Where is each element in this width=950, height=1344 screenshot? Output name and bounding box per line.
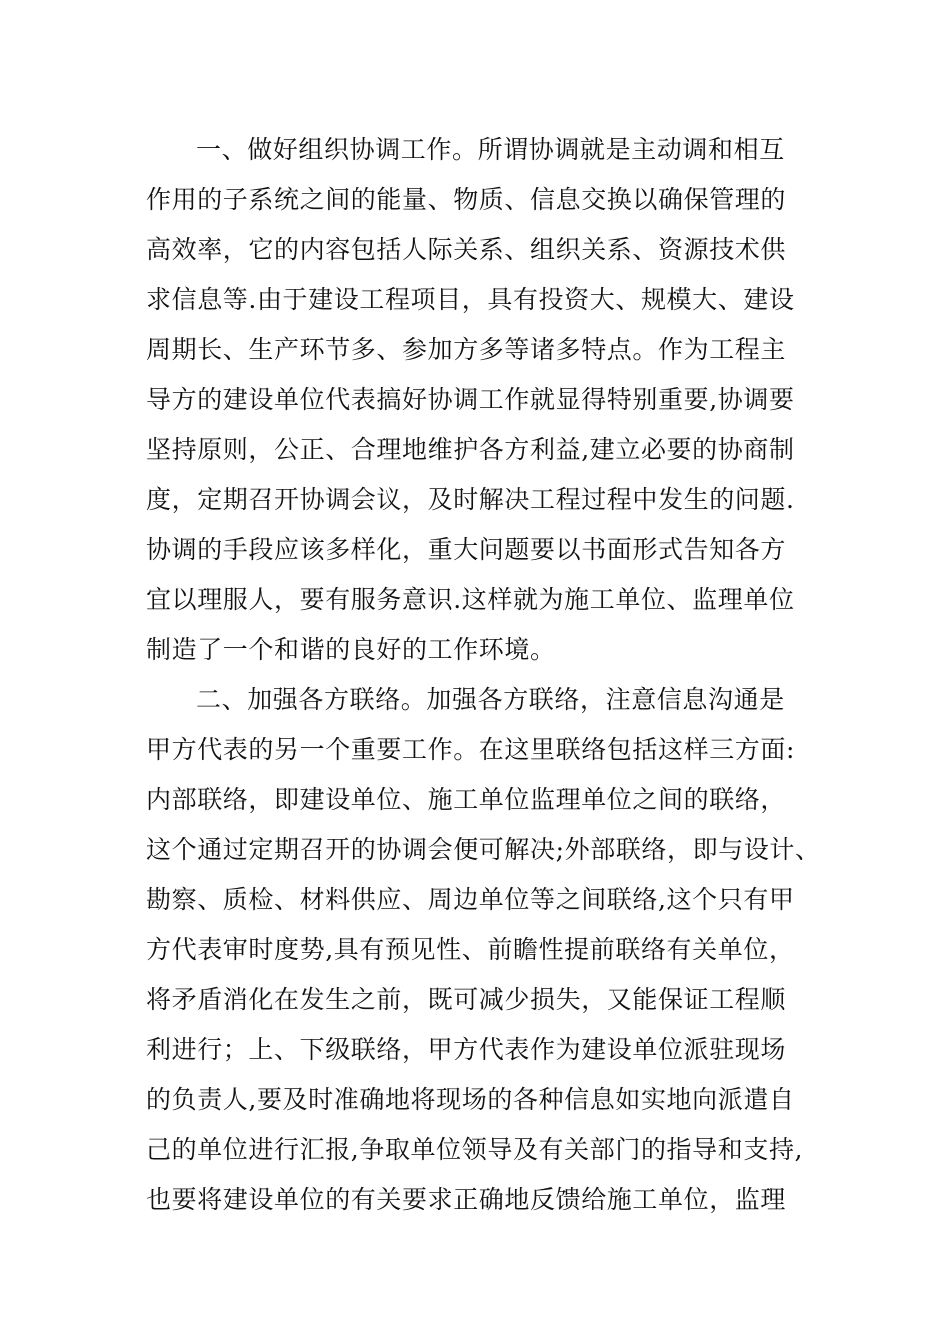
paragraph-1-line-2: 作用的子系统之间的能量、物质、信息交换以确保管理的: [146, 185, 787, 214]
paragraph-1-line-5: 周期长、生产环节多、参加方多等诸多特点。作为工程主: [146, 335, 787, 364]
paragraph-1-line-6: 导方的建设单位代表搞好协调工作就显得特别重要,协调要: [146, 385, 795, 414]
paragraph-2-line-2: 甲方代表的另一个重要工作。在这里联络包括这样三方面:: [146, 735, 796, 764]
paragraph-1-line-8: 度，定期召开协调会议，及时解决工程过程中发生的问题.: [146, 485, 795, 514]
paragraph-1-line-1: 一、做好组织协调工作。所谓协调就是主动调和相互: [196, 135, 785, 164]
paragraph-2-line-8: 利进行；上、下级联络，甲方代表作为建设单位派驻现场: [146, 1035, 787, 1064]
paragraph-2-line-1: 二、加强各方联络。加强各方联络，注意信息沟通是: [196, 685, 785, 714]
paragraph-1-line-9: 协调的手段应该多样化，重大问题要以书面形式告知各方: [146, 535, 787, 564]
paragraph-1-line-10: 宜以理服人，要有服务意识.这样就为施工单位、监理单位: [146, 585, 795, 614]
paragraph-2-line-4: 这个通过定期召开的协调会便可解决;外部联络，即与设计、: [146, 835, 821, 864]
paragraph-2-line-9: 的负责人,要及时准确地将现场的各种信息如实地向派遣自: [146, 1085, 795, 1114]
paragraph-2-line-7: 将矛盾消化在发生之前，既可减少损失，又能保证工程顺: [146, 985, 787, 1014]
paragraph-1-line-11: 制造了一个和谐的良好的工作环境。: [146, 635, 556, 664]
paragraph-2-line-6: 方代表审时度势,具有预见性、前瞻性提前联络有关单位，: [146, 935, 795, 964]
paragraph-2-line-10: 己的单位进行汇报,争取单位领导及有关部门的指导和支持,: [146, 1135, 804, 1164]
paragraph-2-line-5: 勘察、质检、材料供应、周边单位等之间联络,这个只有甲: [146, 885, 795, 914]
paragraph-1-line-3: 高效率，它的内容包括人际关系、组织关系、资源技术供: [146, 235, 787, 264]
paragraph-2-line-11: 也要将建设单位的有关要求正确地反馈给施工单位，监理: [146, 1185, 787, 1214]
paragraph-1-line-4: 求信息等.由于建设工程项目，具有投资大、规模大、建设: [146, 285, 795, 314]
paragraph-1-line-7: 坚持原则，公正、合理地维护各方利益,建立必要的协商制: [146, 435, 795, 464]
paragraph-2-line-3: 内部联络，即建设单位、施工单位监理单位之间的联络，: [146, 785, 787, 814]
